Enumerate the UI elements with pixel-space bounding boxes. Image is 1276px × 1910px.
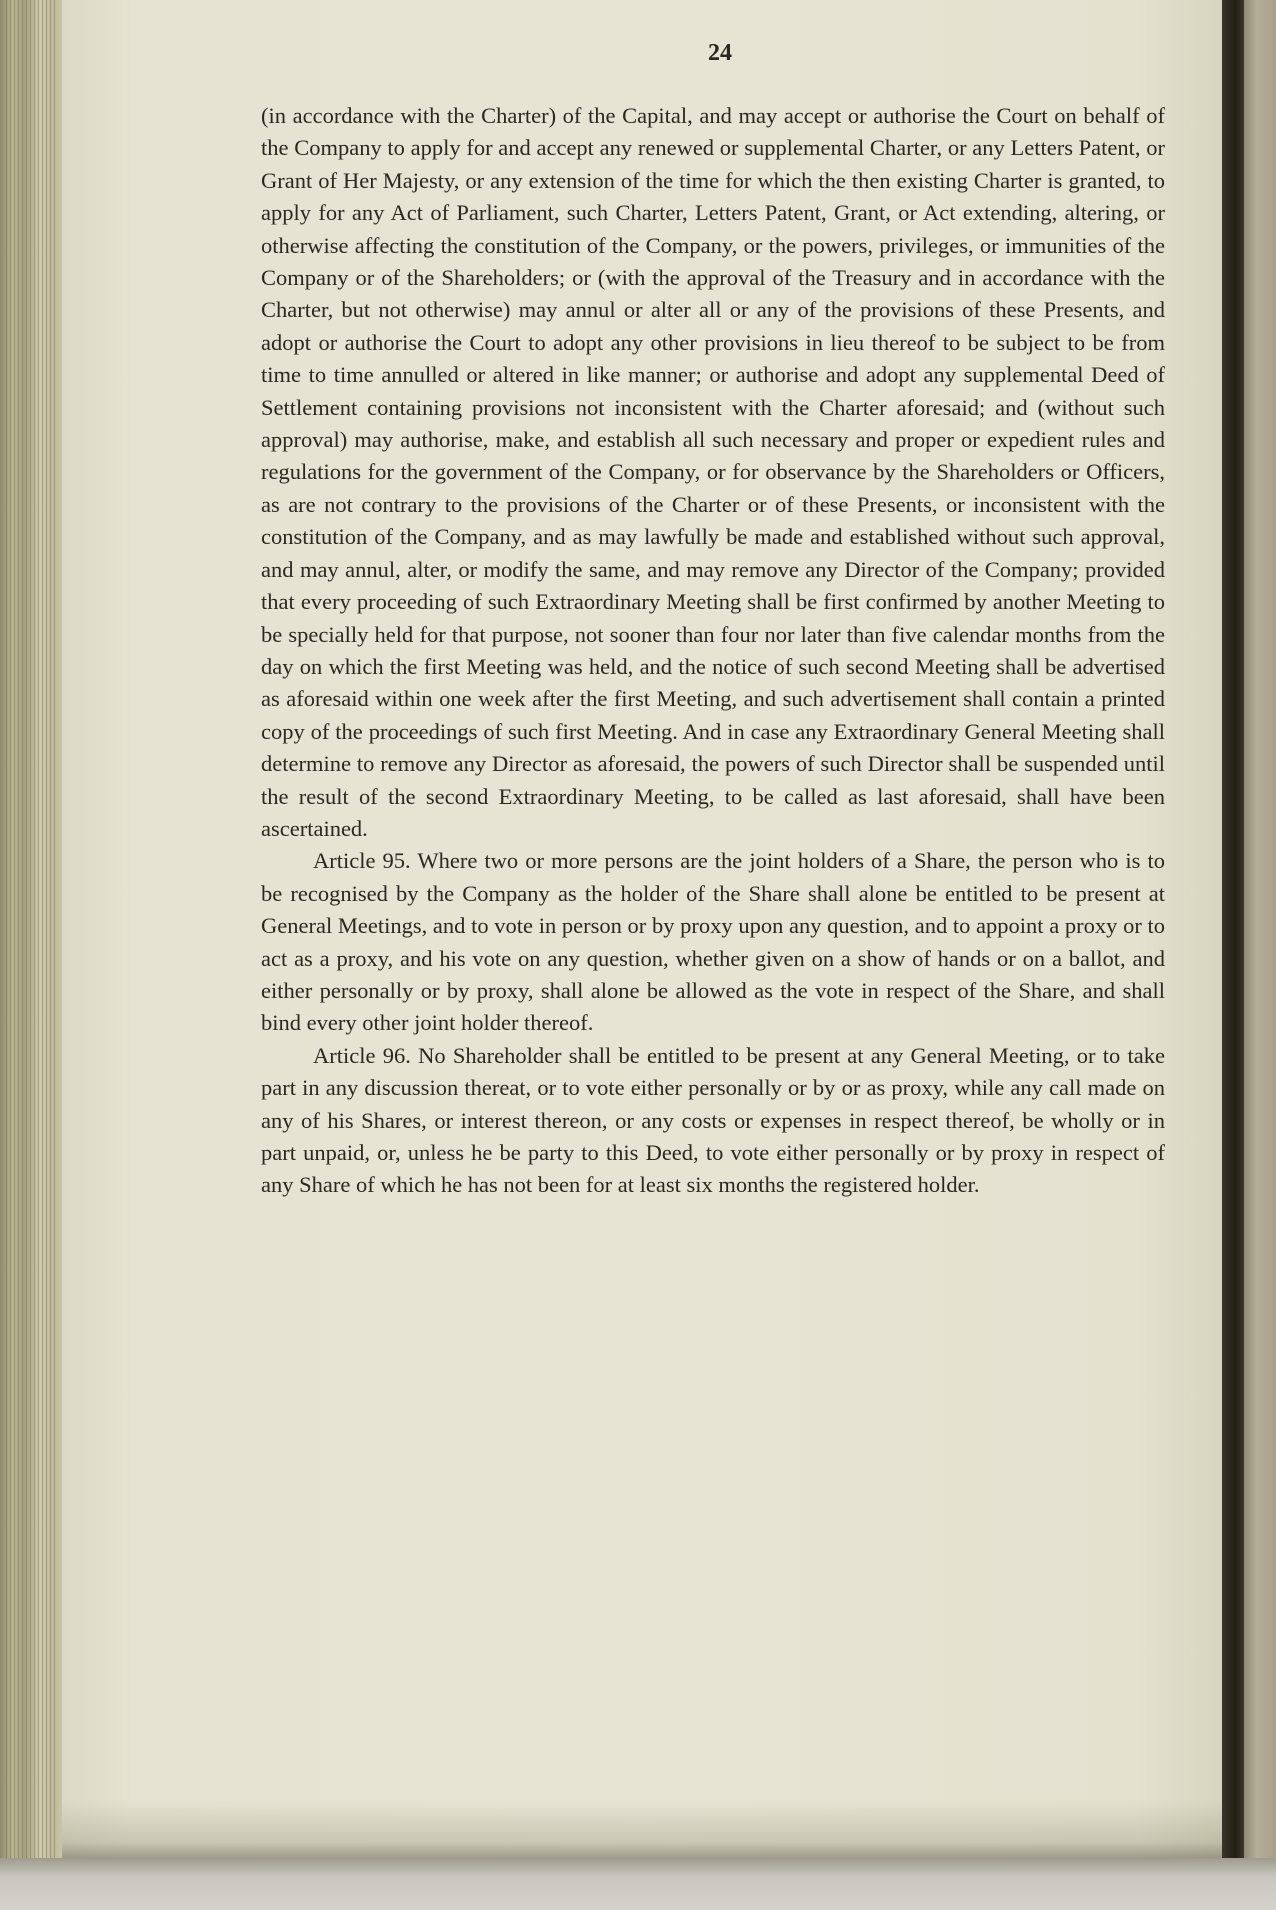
page-bottom-shadow: [62, 1800, 1230, 1860]
book-cover-edge: [1244, 0, 1276, 1858]
paragraph-article-96: Article 96. No Shareholder shall be entitled to be present at any General Meeting, or to take part in any discussion thereat, or to vote either personally or by or as proxy, while any call made on any of his Shares, or interest thereon, or any costs or expenses in respect thereof, be wholly or in part unpaid, or, unless he be party to this Deed, to vote either personally or by proxy in respect of any Share of which he has not been for at least six months the registered holder.: [261, 1042, 1165, 1198]
page-number: 24: [708, 40, 732, 66]
binding-edge: [1222, 0, 1244, 1858]
scan-bottom-strip: [0, 1858, 1276, 1910]
paragraph-continuation: (in accordance with the Charter) of the Capital, and may accept or authorise the Court on behalf of the Company to apply for and accept any renewed or supplemental Charter, or any Letters Patent, or Grant of Her Majesty, or any extension of the time for which the then existing Charter is granted, to apply for any Act of Parliament, such Charter, Letters Patent, Grant, or Act extending, altering, or otherwise affecting the constitution of the Company, or the powers, privileges, or immunities of the Company or of the Shareholders; or (with the approval of the Treasury and in accordance with the Charter, but not otherwise) may annul or alter all or any of the provisions of these Presents, and adopt or authorise the Court to adopt any other provisions in lieu thereof to be subject to be from time to time annulled or altered in like manner; or authorise and adopt any supplemental Deed of Settlement containing provisions not inconsistent with the Charter aforesaid; and (without such approval) may authorise, make, and establish all such necessary and proper or expedient rules and regulations for the government of the Company, or for observance by the Shareholders or Officers, as are not contrary to the provisions of the Charter or of these Presents, or inconsistent with the constitution of the Company, and as may lawfully be made and established without such approval, and may annul, alter, or modify the same, and may remove any Director of the Company; provided that every proceeding of such Extraordinary Meeting shall be first confirmed by another Meeting to be specially held for that purpose, not sooner than four nor later than five calendar months from the day on which the first Meeting was held, and the notice of such second Meeting shall be advertised as aforesaid within one week after the first Meeting, and such advertisement shall contain a printed copy of the proceedings of such first Meeting. And in case any Extraordinary General Meeting shall determine to remove any Director as aforesaid, the powers of such Director shall be suspended until the result of the second Extraordinary Meeting, to be called as last aforesaid, shall have been ascertained.: [261, 103, 1165, 841]
body-text: [261, 100, 1165, 1202]
paragraph-article-95: Article 95. Where two or more persons are the joint holders of a Share, the person who is to be recognised by the Company as the holder of the Share shall alone be entitled to be present at General Meetings, and to vote in person or by proxy upon any question, and to appoint a proxy or to act as a proxy, and his vote on any question, whether given on a show of hands or on a ballot, and either personally or by proxy, shall alone be allowed as the vote in respect of the Share, and shall bind every other joint holder thereof.: [261, 848, 1165, 1036]
spine-page-edges: [6, 0, 56, 1910]
